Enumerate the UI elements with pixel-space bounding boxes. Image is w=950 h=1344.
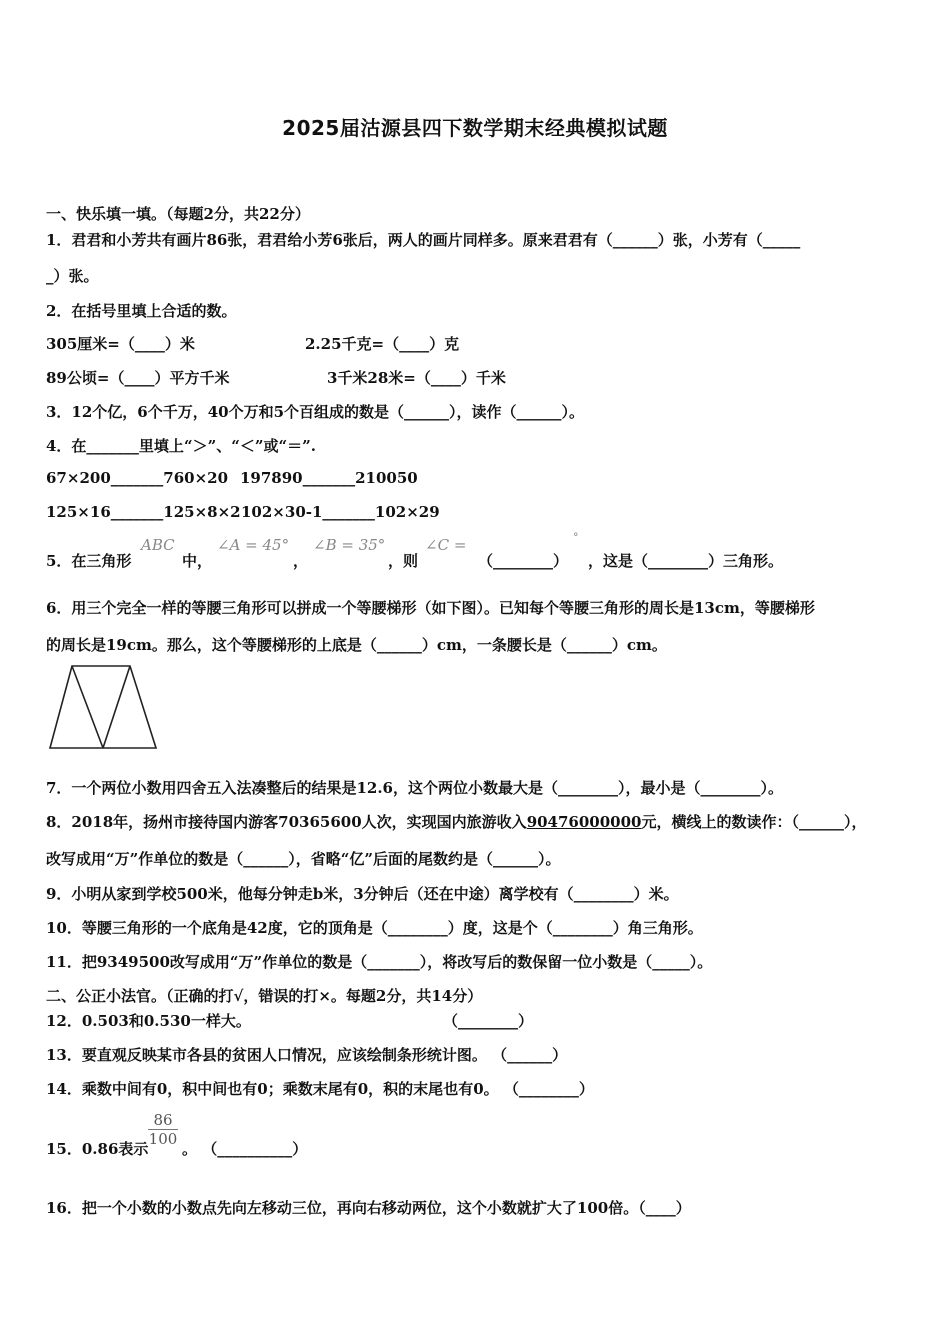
question-5-mid: 中，: [182, 552, 213, 570]
question-11: 11．把9349500改写成用“万”作单位的数是（_______），将改写后的数保留一位小数是（_____）。: [46, 953, 713, 971]
question-2-item-c: 89公顷=（____）平方千米: [46, 369, 230, 387]
trapezoid-diagonal-left: [72, 666, 103, 748]
question-12-blank: （________）: [443, 1012, 534, 1030]
question-4: 4．在_______里填上“＞”、“＜”或“＝”.: [46, 437, 316, 455]
section1-heading: 一、快乐填一填。（每题2分，共22分）: [46, 205, 310, 223]
question-1-line-2: _）张。: [46, 267, 99, 285]
question-5-blank: （________）: [478, 552, 569, 570]
question-8-prefix: 8．2018年，扬州市接待国内游客70365600人次，实现国内旅游收入: [46, 813, 527, 831]
trapezoid-outline: [50, 666, 156, 748]
question-13: 13．要直观反映某市各县的贫困人口情况，应该绘制条形统计图。 （______）: [46, 1046, 568, 1064]
question-5-math-abc: ABC: [141, 536, 175, 554]
question-6-line-2: 的周长是19cm。那么，这个等腰梯形的上底是（______）cm，一条腰长是（______）cm。: [46, 636, 667, 654]
question-9: 9．小明从家到学校500米，他每分钟走b米，3分钟后（还在中途）离学校有（________）米。: [46, 885, 679, 903]
question-5-math-angle-b: ∠B = 35°: [313, 536, 386, 554]
question-4-item-a: 67×200_______760×20: [46, 469, 229, 487]
question-15-suffix: 。 （__________）: [182, 1140, 308, 1158]
question-2: 2．在括号里填上合适的数。: [46, 302, 237, 320]
question-5-degree: °: [573, 531, 579, 544]
question-5-math-angle-c: ∠C =: [425, 536, 467, 554]
question-3: 3．12个亿，6个千万，40个万和5个百组成的数是（______），读作（______）。: [46, 403, 585, 421]
question-15-fraction: [148, 1111, 178, 1148]
fraction-numerator: 86: [153, 1111, 173, 1129]
question-12: 12．0.503和0.530一样大。: [46, 1012, 251, 1030]
question-5-sep: ，: [293, 552, 309, 570]
question-8-line-1: [46, 811, 867, 832]
question-4-item-d: 102×30-1_______102×29: [241, 503, 440, 521]
section2-heading: 二、公正小法官。（正确的打√，错误的打×。每题2分，共14分）: [46, 987, 483, 1005]
question-7: 7．一个两位小数用四舍五入法凑整后的结果是12.6，这个两位小数最大是（________），最小是（________）。: [46, 779, 783, 797]
question-15-prefix: 15．0.86表示: [46, 1140, 149, 1158]
question-4-item-c: 125×16_______125×8×2: [46, 503, 241, 521]
question-2-item-d: 3千米28米=（____）千米: [327, 369, 506, 387]
question-8-line-2: 改写成用“万”作单位的数是（______），省略“亿”后面的尾数约是（______）。: [46, 850, 561, 868]
trapezoid-figure: [46, 660, 160, 752]
question-1-line-1: 1．君君和小芳共有画片86张，君君给小芳6张后，两人的画片同样多。原来君君有（______）张，小芳有（_____: [46, 231, 801, 249]
fraction-denominator: 100: [148, 1130, 178, 1148]
question-5-math-angle-a: ∠A = 45°: [217, 536, 290, 554]
question-8-underlined-number: 90476000000: [526, 813, 642, 831]
question-10: 10．等腰三角形的一个底角是42度，它的顶角是（________）度，这是个（________）角三角形。: [46, 919, 703, 937]
question-8-suffix: 元，横线上的数读作：（______），: [641, 813, 867, 831]
question-4-item-b: 197890_______210050: [240, 469, 418, 487]
question-2-item-b: 2.25千克=（____）克: [305, 335, 460, 353]
page-title: 2025届沽源县四下数学期末经典模拟试题: [282, 116, 668, 140]
question-14: 14．乘数中间有0，积中间也有0；乘数末尾有0，积的末尾也有0。 （________）: [46, 1080, 594, 1098]
question-16: 16．把一个小数的小数点先向左移动三位，再向右移动两位，这个小数就扩大了100倍。（____）: [46, 1199, 691, 1217]
question-5-suffix: ，这是（________）三角形。: [588, 552, 784, 570]
question-2-item-a: 305厘米=（____）米: [46, 335, 195, 353]
question-6-line-1: 6．用三个完全一样的等腰三角形可以拼成一个等腰梯形（如下图）。已知每个等腰三角形的周长是13cm，等腰梯形: [46, 599, 815, 617]
question-5-then: ，则: [388, 552, 419, 570]
question-5-prefix: 5．在三角形: [46, 552, 132, 570]
trapezoid-diagonal-right: [103, 666, 130, 748]
